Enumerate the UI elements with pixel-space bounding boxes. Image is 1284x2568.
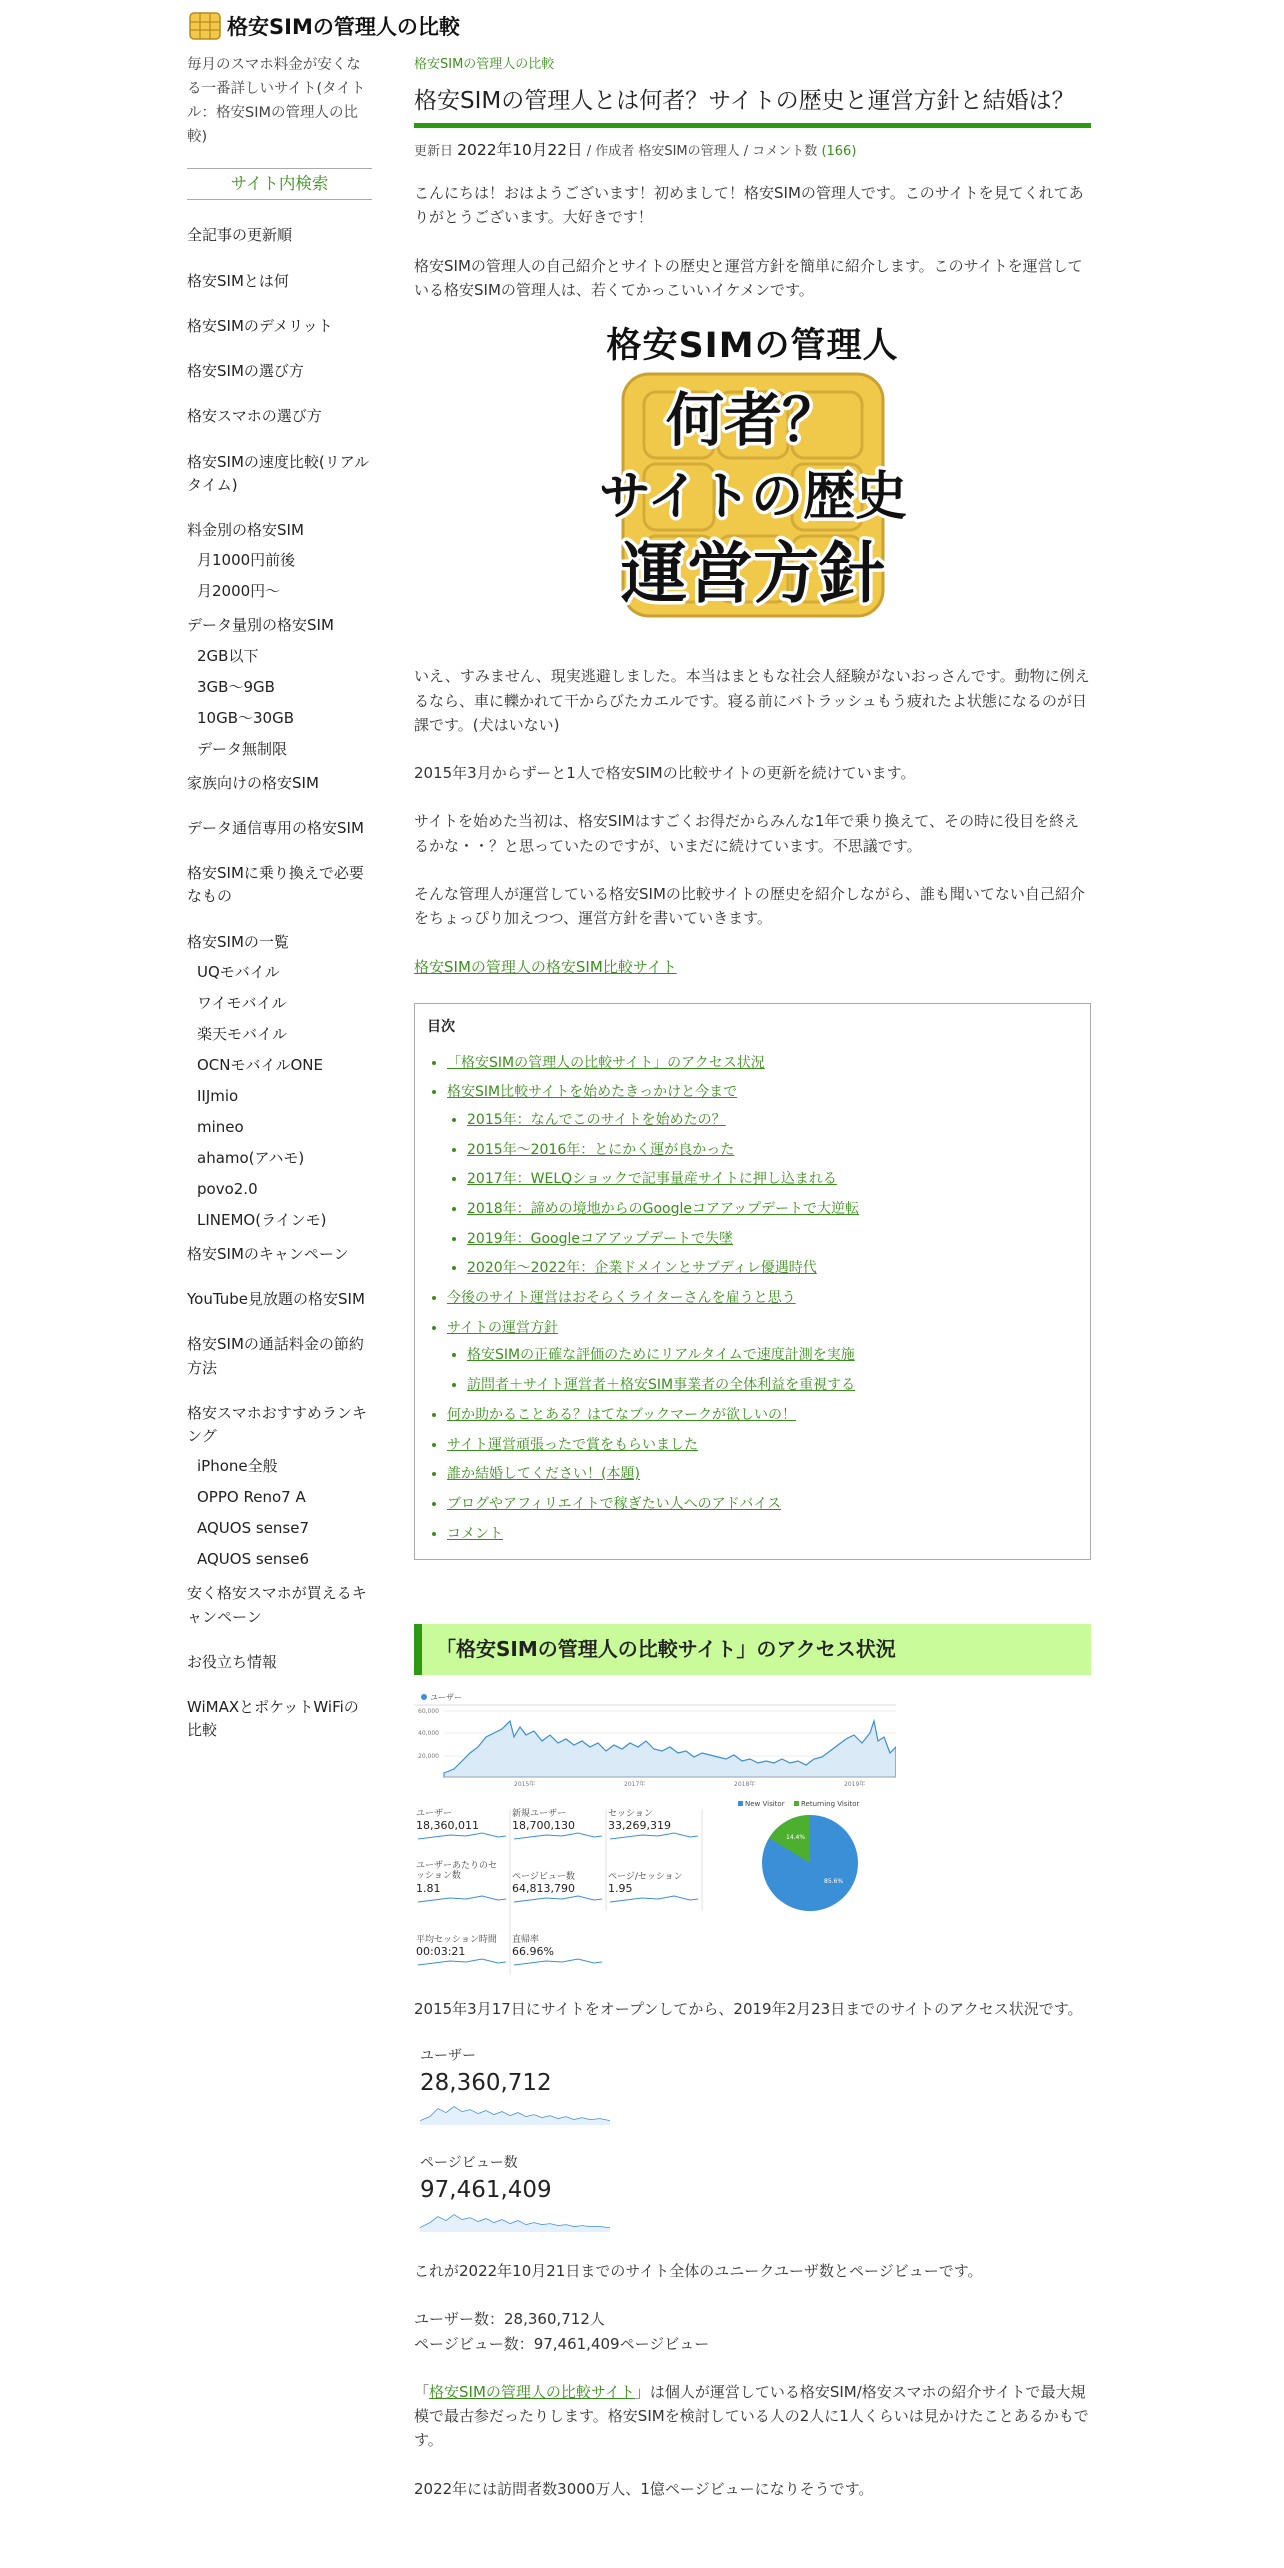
sidebar-sublink[interactable]: IIJmio [197,1086,239,1105]
sidebar-sublink[interactable]: povo2.0 [197,1179,258,1198]
page-title: 格安SIMの管理人とは何者？サイトの歴史と運営方針と結婚は？ [414,87,1091,128]
site-comparison-link[interactable]: 格安SIMの管理人の格安SIM比較サイト [414,957,677,976]
sidebar-link[interactable]: 格安SIMのキャンペーン [187,1244,349,1263]
sidebar-subitem [187,1210,372,1231]
svg-text:2019年: 2019年 [844,1780,866,1788]
toc-list [427,1053,1080,1546]
sidebar-link[interactable]: 家族向けの格安SIM [187,773,319,792]
body-paragraph: 2015年3月からずーと1人で格安SIMの比較サイトの更新を続けています。 [414,764,916,783]
sidebar-item [187,931,372,1231]
site-tagline: 毎月のスマホ料金が安くなる一番詳しいサイト(タイトル：格安SIMの管理人の比較) [187,57,366,145]
sidebar-item [187,772,372,795]
sidebar-subitem [187,677,372,698]
analytics-tile: ユーザー 18,360,011 [416,1808,479,1833]
sidebar-subitem [187,1117,372,1138]
toc-subitem [467,1258,1080,1280]
eyecatch-line4: 運営方針 [620,535,885,613]
toc-sublink[interactable]: 格安SIMの正確な評価のためにリアルタイムで速度計測を実施 [467,1347,855,1364]
sidebar-item [187,315,372,338]
sidebar-item [187,405,372,428]
toc-link[interactable]: サイト運営頑張ったで賞をもらいました [447,1436,699,1453]
sidebar-item [187,1333,372,1380]
toc-sublist [447,1110,1080,1280]
sidebar-item [187,1582,372,1629]
sidebar-link[interactable]: 料金別の格安SIM [187,521,304,539]
sidebar-subitem [187,646,372,667]
body-paragraph: 2015年3月17日にサイトをオープンしてから、2019年2月23日までのサイトのアクセス状況です。 [414,1999,1083,2018]
body-paragraph: サイトを始めた当初は、格安SIMはすごくお得だからみんな1年で乗り換えて、その時に役目を終えるかな・・？と思っていたのですが、いまだに続けています。不思議です。 [414,812,1080,855]
toc-item [447,1524,1080,1546]
sidebar-item [187,1288,372,1311]
toc-subitem [467,1375,1080,1397]
sidebar-sublink[interactable]: AQUOS sense7 [197,1519,310,1538]
sidebar-subitem [187,1456,372,1477]
sidebar-subitem [187,993,372,1014]
sidebar-subitem [187,739,372,760]
sidebar-subitem [187,1549,372,1570]
sidebar-sublink[interactable]: mineo [197,1117,244,1136]
toc-item [447,1494,1080,1516]
toc-item [447,1053,1080,1075]
sidebar-item [187,519,372,602]
table-of-contents [414,1003,1091,1560]
sidebar-sublink[interactable]: iPhone全般 [197,1457,278,1476]
sidebar-sublink[interactable]: OCNモバイルONE [197,1055,324,1074]
sidebar-link[interactable]: 格安SIMの速度比較(リアルタイム) [187,452,370,494]
toc-item [447,1435,1080,1457]
toc-subitem [467,1110,1080,1132]
section-heading-access: 「格安SIMの管理人の比較サイト」のアクセス状況 [414,1624,1091,1674]
svg-text:2018年: 2018年 [734,1780,756,1788]
sidebar-link[interactable]: 格安SIMの通話料金の節約方法 [187,1335,364,1377]
toc-link[interactable]: 「格安SIMの管理人の比較サイト」のアクセス状況 [447,1054,765,1071]
sidebar-item [187,270,372,293]
toc-link[interactable]: サイトの運営方針 [447,1319,559,1336]
site-search-heading: サイト内検索 [187,168,372,201]
svg-text:14.4%: 14.4% [786,1833,806,1841]
sidebar-sublink[interactable]: 月1000円前後 [197,551,296,570]
sidebar-sublist [187,962,372,1231]
svg-text:ユーザー: ユーザー [430,1692,462,1702]
toc-title: 目次 [427,1018,455,1035]
toc-item [447,1082,1080,1280]
toc-subitem [467,1345,1080,1367]
post-meta [414,138,1091,163]
toc-item [447,1405,1080,1427]
analytics-tile: ページ/セッション 1.95 [608,1871,683,1896]
analytics-tile: セッション 33,269,319 [608,1808,671,1833]
svg-text:40,000: 40,000 [418,1729,439,1737]
toc-link[interactable]: ブログやアフィリエイトで稼ぎたい人へのアドバイス [447,1495,782,1512]
sidebar-link[interactable]: データ通信専用の格安SIM [187,818,364,837]
sidebar-sublink[interactable]: データ無制限 [197,739,288,758]
sidebar-link[interactable]: 全記事の更新順 [187,226,293,245]
toc-subitem [467,1140,1080,1162]
body-paragraph: これが2022年10月21日までのサイト全体のユニークユーザ数とページビューです。 [414,2261,983,2280]
sidebar-item [187,224,372,247]
svg-text:20,000: 20,000 [418,1752,439,1760]
toc-sublink[interactable]: 2017年：WELQショックで記事量産サイトに押し込まれる [467,1171,837,1188]
stats-lines [414,2307,1091,2356]
sidebar-sublink[interactable]: 3GB〜9GB [197,677,275,696]
sidebar-subitem [187,1024,372,1045]
site-title-link[interactable]: 格安SIMの管理人の比較 [227,15,460,39]
sidebar-sublink[interactable]: ahamo(アハモ) [197,1148,305,1167]
sidebar-link[interactable]: 格安SIMに乗り換えで必要なもの [187,864,364,906]
sidebar-subitem [187,708,372,729]
toc-sublink[interactable]: 2020年〜2022年：企業ドメインとサブディレ優遇時代 [467,1260,817,1277]
sidebar-sublink[interactable]: 楽天モバイル [197,1024,288,1043]
sidebar-subitem [187,1148,372,1169]
eyecatch-image [592,326,914,636]
intro-paragraph: 格安SIMの管理人の自己紹介とサイトの歴史と運営方針を簡単に紹介します。このサイトを運営している格安SIMの管理人は、若くてかっこいいイケメンです。 [414,256,1083,299]
sim-card-logo-icon[interactable] [189,12,221,40]
eyecatch-sim-graphic [592,368,914,636]
toc-sublink[interactable]: 2018年：諦めの境地からのGoogleコアアップデートで大逆転 [467,1201,860,1218]
toc-subitem [467,1229,1080,1251]
sidebar-sublink[interactable]: OPPO Reno7 A [197,1488,306,1507]
sidebar-subitem [187,1487,372,1508]
sidebar-item [187,1696,372,1743]
sidebar-subitem [187,550,372,571]
sidebar-item [187,1243,372,1266]
toc-item [447,1288,1080,1310]
sidebar-item [187,862,372,909]
breadcrumb[interactable]: 格安SIMの管理人の比較 [414,57,555,72]
sidebar-link[interactable]: 安く格安スマホが買えるキャンペーン [187,1584,367,1626]
intro-paragraph: こんにちは！おはようございます！初めまして！格安SIMの管理人です。このサイトを見てくれてありがとうございます。大好きです！ [414,184,1084,227]
analytics-screenshot [414,1691,896,1975]
users-stat-image: ユーザー 28,360,712 [414,2045,1091,2132]
toc-sublist [447,1345,1080,1396]
svg-text:New Visitor: New Visitor [745,1799,785,1808]
sidebar-sublink[interactable]: 2GB以下 [197,646,259,665]
toc-sublink[interactable]: 2019年：Googleコアアップデートで失墜 [467,1230,734,1247]
toc-link[interactable]: コメント [447,1525,503,1542]
sidebar-link[interactable]: 格安SIMの選び方 [187,362,304,380]
svg-text:2017年: 2017年 [624,1780,646,1788]
toc-item [447,1464,1080,1486]
eyecatch-line3: サイトの歴史 [598,467,907,528]
sidebar-sublist [187,550,372,602]
comment-count-link[interactable]: (166) [821,143,857,159]
site-header [189,6,460,46]
sidebar-item [187,451,372,498]
analytics-tile: 平均セッション時間 00:03:21 [416,1934,497,1959]
users-line: ユーザー数：28,360,712人 [414,2310,605,2329]
sidebar-subitem [187,581,372,602]
updated-date: 2022年10月22日 [457,140,583,159]
sidebar-sublist [187,646,372,760]
sidebar-subitem [187,1518,372,1539]
toc-sublink[interactable]: 2015年〜2016年：とにかく運が良かった [467,1141,735,1158]
toc-sublink[interactable]: 2015年：なんでこのサイトを始めたの？ [467,1111,726,1128]
sidebar-sublink[interactable]: AQUOS sense6 [197,1550,310,1569]
sidebar-item [187,817,372,840]
eyecatch-title: 格安SIMの管理人 [606,326,899,367]
sidebar-item [187,360,372,383]
sidebar-link[interactable]: お役立ち情報 [187,1652,278,1671]
body-paragraph: 「格安SIMの管理人の比較サイト」は個人が運営している格安SIM/格安スマホの紹介サイトで最大規模で最古参だったりします。格安SIMを検討している人の2人に1人くらいは見かけたことあるかもです。 [414,2382,1089,2450]
sidebar-sublink[interactable]: UQモバイル [197,962,280,981]
svg-text:60,000: 60,000 [418,1707,439,1715]
analytics-tile: ページビュー数 64,813,790 [512,1871,575,1896]
site-name-link[interactable]: 格安SIMの管理人の比較サイト [429,2382,635,2401]
pageviews-stat-image: ページビュー数 97,461,409 [414,2152,1091,2239]
sidebar-subitem [187,962,372,983]
updated-label: 更新日 [414,143,454,159]
sidebar-link[interactable]: 格安スマホおすすめランキング [187,1403,367,1445]
sidebar-sublink[interactable]: 月2000円〜 [197,582,281,601]
sidebar-sublink[interactable]: LINEMO(ラインモ) [197,1210,327,1229]
sidebar-nav [187,224,372,1742]
toc-link[interactable]: 誰か結婚してください！(本題) [447,1466,640,1483]
pageviews-line: ページビュー数：97,461,409ページビュー [414,2334,710,2353]
sidebar-link[interactable]: 格安SIMの一覧 [187,932,289,951]
sidebar [187,54,372,1765]
sidebar-link[interactable]: 格安スマホの選び方 [187,407,322,426]
sidebar-item [187,1402,372,1571]
sidebar-link[interactable]: 格安SIMとは何 [187,271,289,290]
analytics-tile: 直帰率 66.96% [512,1934,554,1959]
toc-item [447,1318,1080,1397]
users-sparkline [420,2099,610,2125]
body-paragraph: そんな管理人が運営している格安SIMの比較サイトの歴史を紹介しながら、誰も聞いてない自己紹介をちょっぴり加えつつ、運営方針を書いていきます。 [414,885,1085,928]
sidebar-sublink[interactable]: 10GB〜30GB [197,708,295,727]
svg-text:Returning Visitor: Returning Visitor [801,1799,860,1808]
toc-link[interactable]: 何か助かることある？はてなブックマークが欲しいの！ [447,1406,797,1423]
sidebar-subitem [187,1055,372,1076]
article [414,54,1091,2525]
toc-sublink[interactable]: 訪問者＋サイト運営者＋格安SIM事業者の全体利益を重視する [467,1377,856,1394]
toc-subitem [467,1169,1080,1191]
pageviews-sparkline [420,2206,610,2232]
sidebar-item [187,1651,372,1674]
toc-subitem [467,1199,1080,1221]
svg-text:85.6%: 85.6% [824,1877,844,1885]
sidebar-link[interactable]: データ量別の格安SIM [187,616,334,635]
sidebar-subitem [187,1179,372,1200]
sidebar-subitem [187,1086,372,1107]
body-paragraph: 2022年には訪問者数3000万人、1億ページビューになりそうです。 [414,2479,874,2498]
author-text: / 作成者 格安SIMの管理人 / コメント数 [586,143,818,159]
toc-link[interactable]: 格安SIM比較サイトを始めたきっかけと今まで [447,1084,738,1101]
svg-text:2015年: 2015年 [514,1780,536,1788]
eyecatch-line2: 何者？ [665,386,840,455]
sidebar-sublink[interactable]: ワイモバイル [197,993,287,1012]
analytics-tile: 新規ユーザー 18,700,130 [512,1808,575,1833]
body-paragraph: いえ、すみません、現実逃避しました。本当はまともな社会人経験がないおっさんです。動物に例えるなら、車に轢かれて干からびたカエルです。寝る前にバトラッシュもう疲れたよ状態になるのが日課です。(犬はいない) [414,667,1090,734]
analytics-tile: ユーザーあたりのセッション数 1.81 [416,1860,498,1896]
toc-link[interactable]: 今後のサイト運営はおそらくライターさんを雇うと思う [447,1290,796,1307]
sidebar-link[interactable]: YouTube見放題の格安SIM [187,1290,365,1308]
sidebar-item [187,614,372,759]
sidebar-link[interactable]: WiMAXとポケットWiFiの比較 [187,1698,359,1740]
sidebar-link[interactable]: 格安SIMのデメリット [187,316,333,335]
sidebar-sublist [187,1456,372,1570]
